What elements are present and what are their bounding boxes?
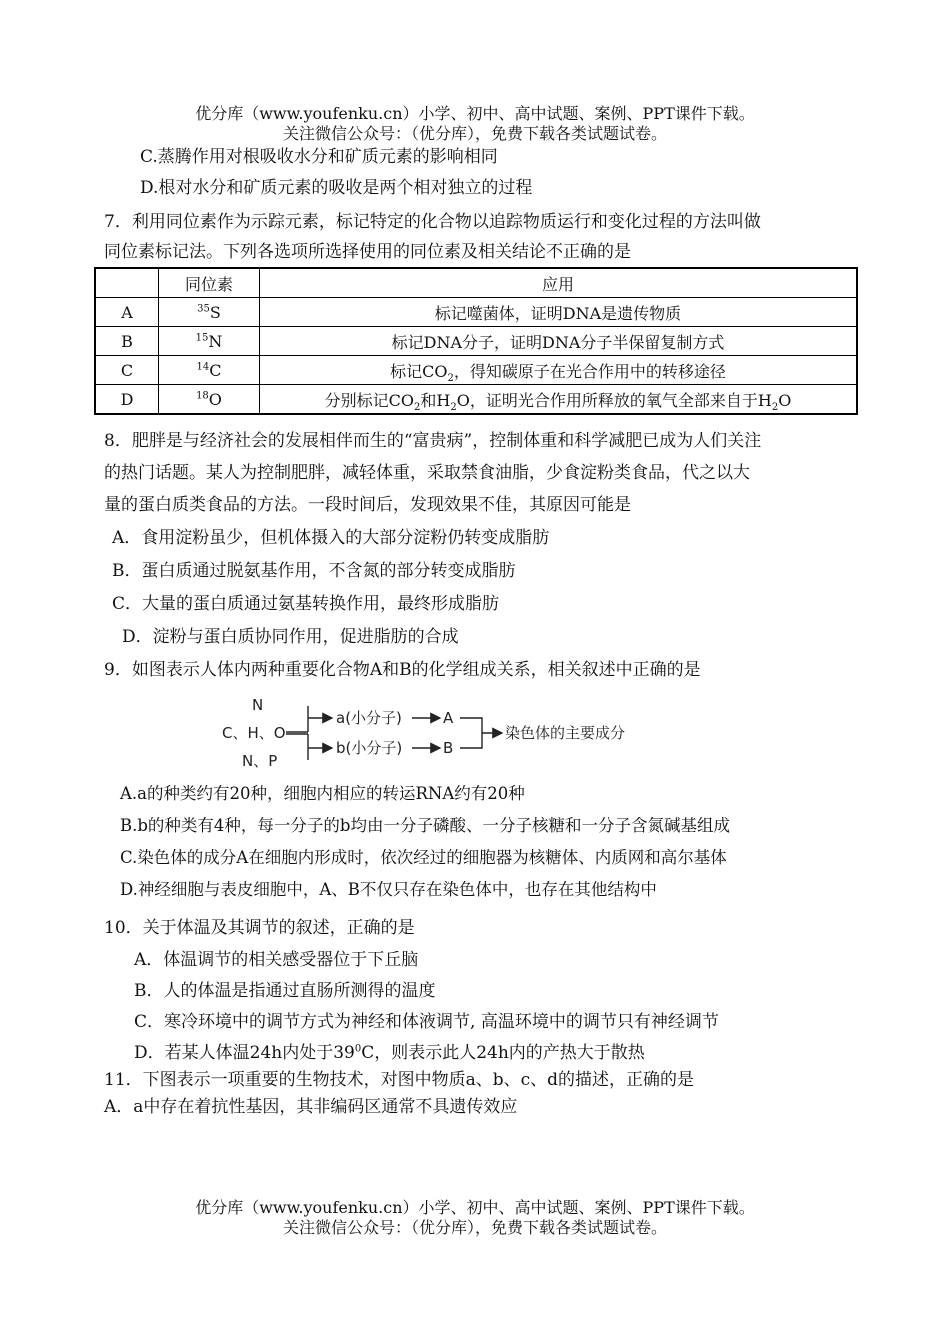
footer-line-2: 关注微信公众号：（优分库），免费下载各类试题试卷。 (282, 1218, 667, 1237)
element-cho-label: C、H、O (222, 724, 286, 742)
element-n-label: N (252, 696, 264, 714)
q9-option-a: A.a的种类约有20种，细胞内相应的转运RNA约有20种 (120, 784, 525, 803)
isotope-cell: $^{14}$C (159, 356, 260, 385)
bracket-top (286, 706, 308, 732)
q10-option-c: C．寒冷环境中的调节方式为神经和体液调节, 高温环境中的调节只有神经调节 (134, 1012, 719, 1032)
compound-a-label: A (443, 709, 454, 727)
q9-option-b: B.b的种类有4种，每一分子的b均由一分子磷酸、一分子核糖和一分子含氮碱基组成 (120, 816, 730, 835)
isotope-table (94, 267, 858, 415)
small-molecule-b: b(小分子) (336, 739, 403, 757)
q8-option-d: D．淀粉与蛋白质协同作用，促进脂肪的合成 (122, 627, 459, 647)
q9-option-c: C.染色体的成分A在细胞内形成时，依次经过的细胞器为核糖体、内质网和高尔基体 (120, 848, 727, 867)
result-label: 染色体的主要成分 (505, 724, 626, 742)
isotope-cell: $^{15}$N (159, 327, 260, 356)
table-header-cell: 应用 (260, 268, 858, 298)
q10-option-a: A．体温调节的相关感受器位于下丘脑 (134, 950, 419, 970)
element-np-label: N、P (242, 752, 278, 770)
application-cell: 标记噬菌体，证明DNA是遗传物质 (260, 298, 858, 327)
row-label: C (95, 356, 159, 385)
application-cell: 分别标记$CO_2$和$H_2O$，证明光合作用所释放的氧气全部来自于$H_2O$ (260, 385, 858, 415)
q8-option-c: C．大量的蛋白质通过氨基转换作用，最终形成脂肪 (112, 594, 500, 614)
table-header-cell (95, 268, 159, 298)
q8-stem-line-2: 的热门话题。某人为控制肥胖，减轻体重，采取禁食油脂，少食淀粉类食品，代之以大 (104, 463, 750, 483)
q7-stem-line-1: 7．利用同位素作为示踪元素，标记特定的化合物以追踪物质运行和变化过程的方法叫做 (104, 212, 761, 232)
row-label: D (95, 385, 159, 415)
q8-stem-line-3: 量的蛋白质类食品的方法。一段时间后，发现效果不佳，其原因可能是 (104, 495, 631, 515)
q10-option-d: D．若某人体温24h内处于$39^0C$，则表示此人24h内的产热大于散热 (134, 1043, 645, 1063)
bracket-right (460, 718, 482, 748)
application-cell: 标记$CO_2$，得知碳原子在光合作用中的转移途径 (260, 356, 858, 385)
header-line-1: 优分库（www.youfenku.cn）小学、初中、高中试题、案例、PPT课件下载。 (195, 104, 755, 123)
q11-stem: 11．下图表示一项重要的生物技术，对图中物质a、b、c、d的描述，正确的是 (104, 1070, 695, 1090)
row-label: B (95, 327, 159, 356)
q7-stem-line-2: 同位素标记法。下列各选项所选择使用的同位素及相关结论不正确的是 (104, 242, 631, 262)
q9-stem: 9．如图表示人体内两种重要化合物A和B的化学组成关系，相关叙述中正确的是 (104, 660, 701, 680)
q11-option-a: A．a中存在着抗性基因，其非编码区通常不具遗传效应 (104, 1097, 518, 1117)
table-row (95, 327, 857, 356)
row-label: A (95, 298, 159, 327)
table-row (95, 385, 857, 415)
compound-diagram (220, 694, 660, 778)
isotope-cell: $^{18}$O (159, 385, 260, 415)
q8-option-a: A．食用淀粉虽少，但机体摄入的大部分淀粉仍转变成脂肪 (112, 528, 550, 548)
compound-b-label: B (443, 739, 454, 757)
table-header-row (95, 268, 857, 298)
prev-option-c: C.蒸腾作用对根吸收水分和矿质元素的影响相同 (140, 147, 498, 167)
q8-stem-line-1: 8．肥胖是与经济社会的发展相伴而生的“富贵病”，控制体重和科学减肥已成为人们关注 (104, 431, 762, 451)
bracket-bottom (286, 734, 308, 760)
header-line-2: 关注微信公众号：（优分库），免费下载各类试题试卷。 (282, 124, 667, 143)
table-row (95, 356, 857, 385)
application-cell: 标记DNA分子，证明DNA分子半保留复制方式 (260, 327, 858, 356)
q10-stem: 10．关于体温及其调节的叙述，正确的是 (104, 918, 415, 938)
q9-option-d: D.神经细胞与表皮细胞中，A、B不仅只存在染色体中，也存在其他结构中 (120, 880, 657, 899)
prev-option-d: D.根对水分和矿质元素的吸收是两个相对独立的过程 (140, 178, 533, 198)
q10-option-b: B．人的体温是指通过直肠所测得的温度 (134, 981, 436, 1001)
q8-option-b: B．蛋白质通过脱氨基作用，不含氮的部分转变成脂肪 (112, 561, 516, 581)
small-molecule-a: a(小分子) (336, 709, 402, 727)
table-row (95, 298, 857, 327)
footer-line-1: 优分库（www.youfenku.cn）小学、初中、高中试题、案例、PPT课件下载。 (195, 1198, 755, 1217)
isotope-cell: $^{35}$S (159, 298, 260, 327)
table-header-cell: 同位素 (159, 268, 260, 298)
